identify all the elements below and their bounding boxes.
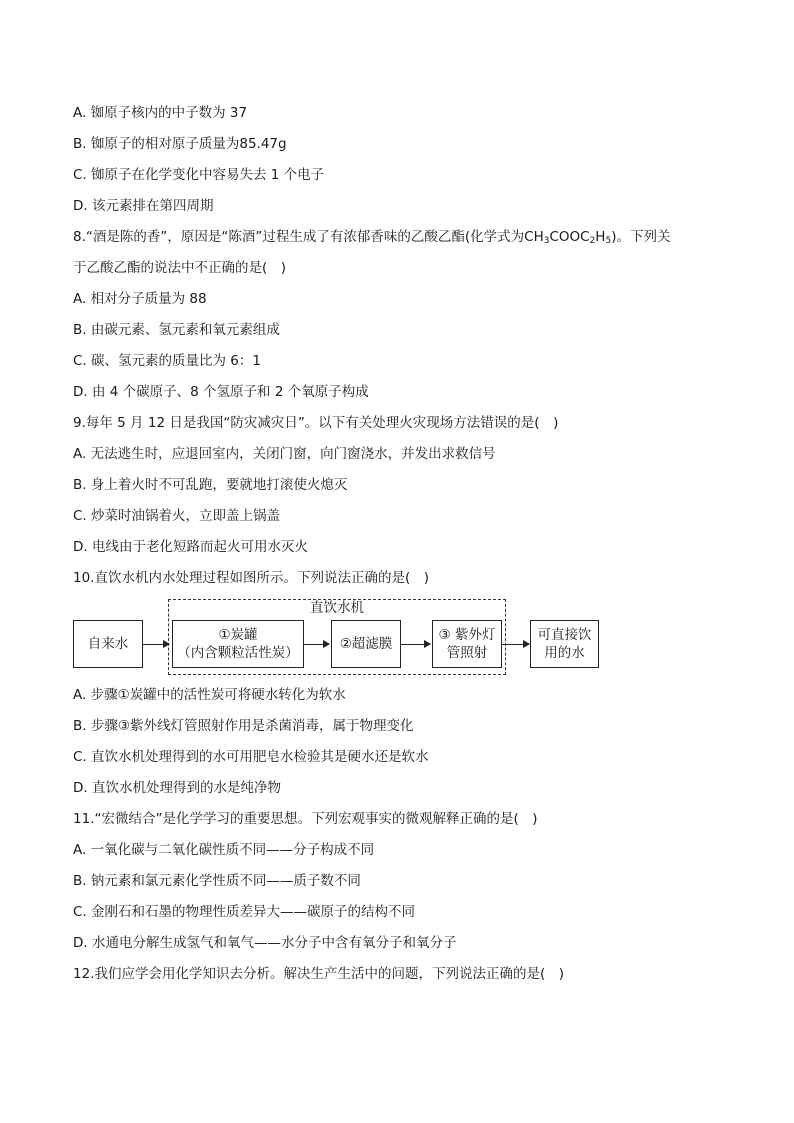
question-stem: )。下列关 — [611, 229, 671, 245]
option-text: 一氧化碳与二氧化碳性质不同——分子构成不同 — [90, 842, 375, 858]
question-stem: “宏微结合”是化学学习的重要思想。下列宏观事实的微观解释正确的是( ) — [94, 811, 538, 827]
option-text: 炒菜时油锅着火，立即盖上锅盖 — [91, 508, 281, 524]
q8-option-d — [73, 383, 369, 401]
arrow-3 — [401, 644, 430, 645]
chemical-formula — [524, 229, 611, 245]
box-label: 可直接饮 — [537, 627, 592, 643]
step2-ultrafiltration-box — [331, 620, 401, 668]
option-letter: B. — [73, 477, 87, 493]
option-letter: A. — [73, 842, 87, 858]
option-letter: D. — [73, 780, 88, 796]
option-letter: C. — [73, 167, 87, 183]
option-letter: A. — [73, 105, 87, 121]
box-label: ③ 紫外灯 — [438, 627, 496, 643]
q11-option-a — [73, 841, 374, 859]
question-stem: “酒是陈的香”，原因是“陈酒”过程生成了有浓郁香味的乙酸乙酯(化学式为 — [85, 229, 525, 245]
box-label: 管照射 — [446, 645, 488, 661]
q8-option-b — [73, 321, 280, 339]
arrow-4 — [502, 644, 529, 645]
box-label: （内含颗粒活性炭） — [177, 645, 299, 661]
q9-stem — [73, 414, 558, 432]
q8-option-c — [73, 352, 261, 370]
option-text: 水通电分解生成氢气和氧气——水分子中含有氧分子和氧分子 — [91, 935, 457, 951]
option-letter: D. — [73, 384, 88, 400]
formula-part: H — [595, 229, 606, 245]
q8-stem — [73, 228, 670, 250]
option-letter: B. — [73, 136, 87, 152]
q11-option-b — [73, 872, 361, 890]
q8-stem-line2 — [73, 259, 286, 277]
question-stem: 于乙酸乙酯的说法中不正确的是( ) — [73, 260, 287, 276]
formula-subscript: 2 — [589, 236, 596, 246]
box-label: 用的水 — [544, 645, 585, 661]
formula-part: COOC — [549, 229, 590, 245]
formula-part: CH — [524, 229, 544, 245]
question-number: 9. — [73, 415, 86, 431]
question-number: 12. — [73, 966, 95, 982]
option-text: 直饮水机处理得到的水可用肥皂水检验其是硬水还是软水 — [91, 749, 429, 765]
box-label: 自来水 — [87, 636, 129, 652]
step3-uv-lamp-box — [432, 620, 502, 668]
option-letter: D. — [73, 935, 88, 951]
option-text: 步骤③紫外线灯管照射作用是杀菌消毒，属于物理变化 — [90, 718, 414, 734]
option-text: 直饮水机处理得到的水是纯净物 — [91, 780, 281, 796]
machine-label: 直饮水机 — [310, 600, 364, 616]
option-text: 金刚石和石墨的物理性质差异大——碳原子的结构不同 — [91, 904, 416, 920]
q7-option-b — [73, 135, 287, 153]
q7-option-c — [73, 166, 324, 184]
formula-subscript: 5 — [605, 236, 612, 246]
water-process-diagram — [73, 596, 603, 676]
tap-water-box — [73, 620, 143, 668]
q12-stem — [73, 965, 564, 983]
option-text: 无法逃生时，应退回室内，关闭门窗，向门窗浇水，并发出求救信号 — [90, 446, 496, 462]
q9-option-b — [73, 476, 347, 494]
option-letter: B. — [73, 718, 87, 734]
option-letter: D. — [73, 539, 88, 555]
q10-option-b — [73, 717, 413, 735]
q11-stem — [73, 810, 538, 828]
question-stem: 直饮水机内水处理过程如图所示。下列说法正确的是( ) — [94, 570, 430, 586]
q7-option-a — [73, 104, 247, 122]
arrow-1 — [143, 644, 169, 645]
drinkable-water-box — [530, 620, 599, 668]
q7-option-d — [73, 197, 213, 215]
option-text: 铷原子的相对原子质量为85.47g — [90, 136, 287, 152]
option-letter: C. — [73, 904, 87, 920]
option-text: 由碳元素、氢元素和氧元素组成 — [90, 322, 280, 338]
option-text: 身上着火时不可乱跑，要就地打滚使火熄灭 — [90, 477, 348, 493]
box-label: ②超滤膜 — [339, 636, 393, 652]
q10-stem — [73, 569, 429, 587]
q9-option-c — [73, 507, 280, 525]
question-stem: 我们应学会用化学知识去分析。解决生产生活中的问题，下列说法正确的是( ) — [94, 966, 565, 982]
option-letter: D. — [73, 198, 88, 214]
q9-option-a — [73, 445, 496, 463]
option-letter: B. — [73, 873, 87, 889]
option-letter: B. — [73, 322, 87, 338]
formula-subscript: 3 — [543, 236, 550, 246]
option-text: 电线由于老化短路而起火可用水灭火 — [91, 539, 308, 555]
option-letter: C. — [73, 749, 87, 765]
option-text: 由 4 个碳原子、8 个氢原子和 2 个氧原子构成 — [91, 384, 369, 400]
option-text: 步骤①炭罐中的活性炭可将硬水转化为软水 — [90, 687, 346, 703]
option-letter: A. — [73, 291, 87, 307]
option-text: 相对分子质量为 88 — [90, 291, 207, 307]
q11-option-c — [73, 903, 415, 921]
question-number: 8. — [73, 229, 86, 245]
question-number: 11. — [73, 811, 95, 827]
question-stem: 每年 5 月 12 日是我国“防灾减灾日”。以下有关处理火灾现场方法错误的是( ) — [85, 415, 559, 431]
option-letter: A. — [73, 446, 87, 462]
option-letter: C. — [73, 353, 87, 369]
option-letter: C. — [73, 508, 87, 524]
question-number: 10. — [73, 570, 95, 586]
option-text: 铷原子在化学变化中容易失去 1 个电子 — [91, 167, 325, 183]
q9-option-d — [73, 538, 308, 556]
q10-option-d — [73, 779, 281, 797]
q11-option-d — [73, 934, 456, 952]
option-text: 该元素排在第四周期 — [91, 198, 214, 214]
step1-carbon-tank-box — [172, 620, 304, 668]
arrow-2 — [304, 644, 329, 645]
option-text: 铷原子核内的中子数为 37 — [90, 105, 248, 121]
q8-option-a — [73, 290, 207, 308]
option-text: 钠元素和氯元素化学性质不同——质子数不同 — [90, 873, 361, 889]
option-text: 碳、氢元素的质量比为 6：1 — [91, 353, 261, 369]
q10-option-c — [73, 748, 429, 766]
q10-option-a — [73, 686, 346, 704]
box-label: ①炭罐 — [218, 627, 258, 643]
option-letter: A. — [73, 687, 87, 703]
